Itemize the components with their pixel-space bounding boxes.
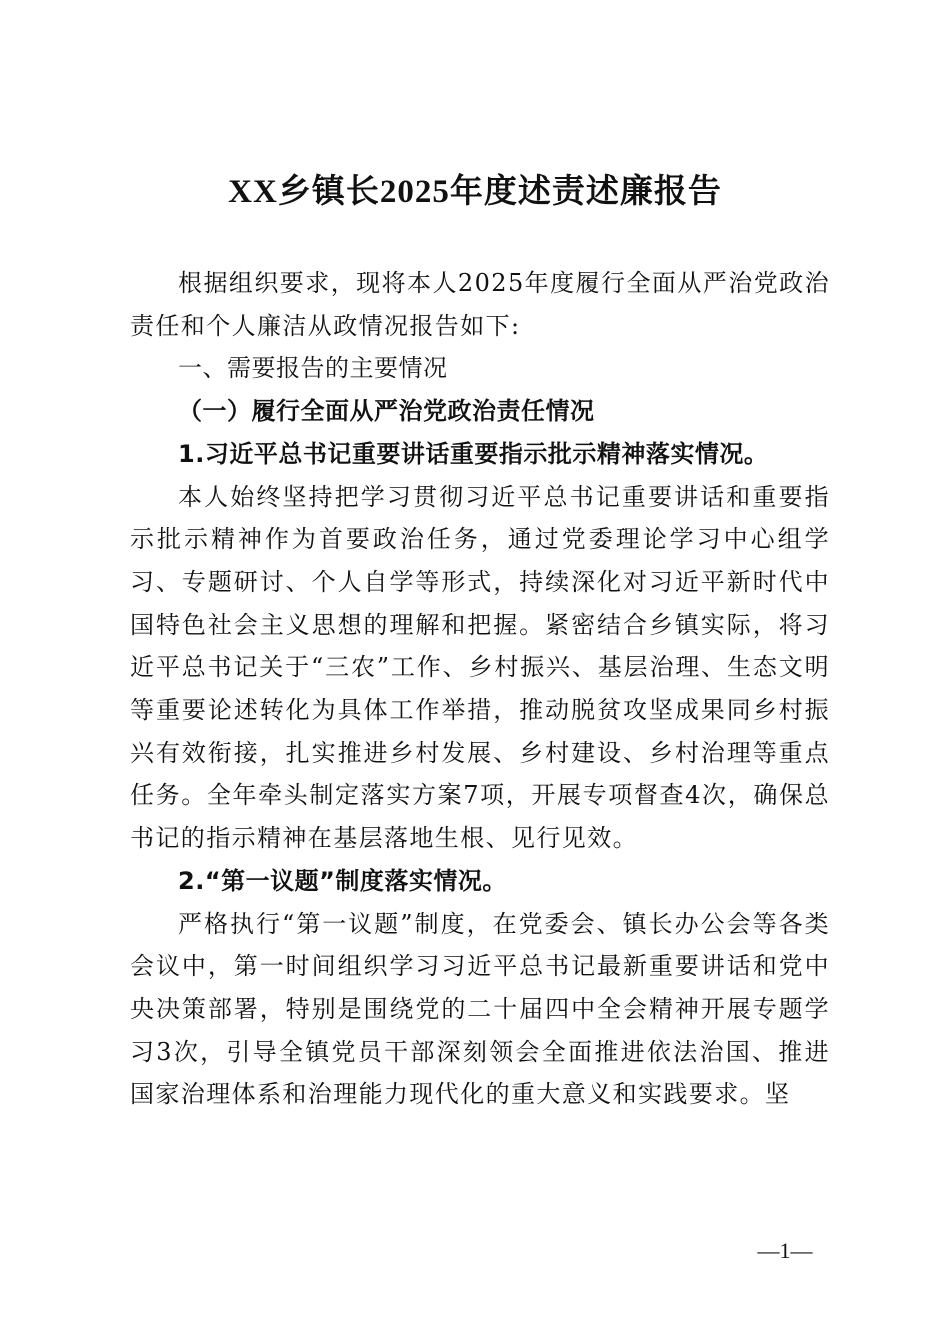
subsection-heading: （一）履行全面从严治党政治责任情况 xyxy=(178,397,595,426)
item-1-heading: 1.习近平总书记重要讲话重要指示批示精神落实情况。 xyxy=(178,439,769,468)
item-2-heading: 2.“第一议题”制度落实情况。 xyxy=(178,866,507,895)
page-number: —1— xyxy=(757,1238,813,1263)
document-title: XX乡镇长2025年度述责述廉报告 xyxy=(228,174,722,210)
item-2-paragraph: 严格执行“第一议题”制度，在党委会、镇长办公会等各类会议中，第一时间组织学习习近平总书记最新重要讲话和党中央决策部署，特别是围绕党的二十届四中全会精神开展专题学习3次，引导全镇党员干部深刻领会全面推进依法治国、推进国家治理体系和治理能力现代化的重大意义和实践要求。坚 xyxy=(130,909,830,1109)
document-body xyxy=(130,262,830,1116)
intro-paragraph: 根据组织要求，现将本人2025年度履行全面从严治党政治责任和个人廉洁从政情况报告如下: xyxy=(130,269,830,340)
section-heading: 一、需要报告的主要情况 xyxy=(178,354,448,383)
item-1-paragraph: 本人始终坚持把学习贯彻习近平总书记重要讲话和重要指示批示精神作为首要政治任务，通过党委理论学习中心组学习、专题研讨、个人自学等形式，持续深化对习近平新时代中国特色社会主义思想的理解和把握。紧密结合乡镇实际，将习近平总书记关于“三农”工作、乡村振兴、基层治理、生态文明等重要论述转化为具体工作举措，推动脱贫攻坚成果同乡村振兴有效衔接，扎实推进乡村发展、乡村建设、乡村治理等重点任务。全年牵头制定落实方案7项，开展专项督查4次，确保总书记的指示精神在基层落地生根、见行见效。 xyxy=(130,482,830,853)
